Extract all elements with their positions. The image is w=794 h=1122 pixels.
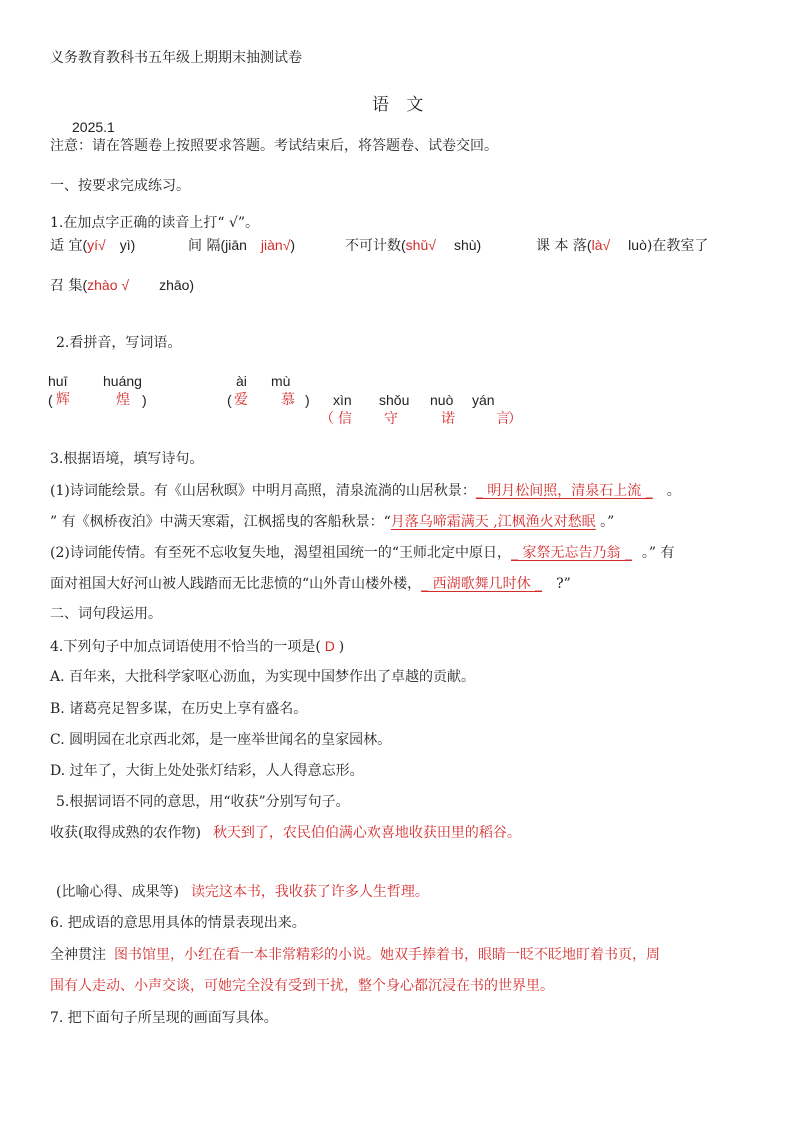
q5-answer-2: 读完这本书，我收获了许多人生哲理。: [190, 884, 429, 900]
q2-answer-char: 煌: [116, 392, 130, 408]
q2-pinyin: nuò: [430, 392, 454, 408]
q2-pinyin: huī: [48, 373, 68, 389]
q2-answer-char: 信: [338, 411, 352, 427]
q6-answer-line-2: 围有人走动、小声交谈，可她完全没有受到干扰，整个身心都沉浸在书的世界里。: [50, 978, 554, 994]
q2-answer-char: 言: [496, 411, 510, 427]
paren-close: ): [338, 639, 345, 655]
q1-correct-pinyin: jiàn√: [260, 237, 291, 253]
q3-text: 。: [666, 483, 681, 499]
q2-pinyin: shǒu: [379, 392, 410, 408]
q2-pinyin: ài: [236, 373, 247, 389]
paren-open: (: [401, 237, 406, 253]
q4-option-a: A. 百年来，大批科学家呕心沥血，为实现中国梦作出了卓越的贡献。: [50, 669, 476, 685]
paren-open: (: [586, 237, 592, 253]
q2-stem: 2.看拼音，写词语。: [56, 335, 182, 351]
paren-open: (: [220, 237, 226, 253]
paren-open: (: [82, 277, 88, 293]
q3-text: 。” 有: [641, 545, 675, 561]
q1-word: 间 隔: [188, 238, 221, 254]
paren-close-tail: )在教室了: [646, 238, 709, 254]
q1-other-pinyin: jiān: [225, 237, 247, 253]
q3-text: 。”: [595, 514, 615, 530]
q3-line-4: [50, 577, 571, 591]
q1-correct-pinyin: zhào √: [87, 277, 130, 293]
q3-text: 面对祖国大好河山被人践踏而无比悲愤的“山外青山楼外楼，: [50, 576, 422, 592]
paren-close: ）: [508, 411, 522, 427]
q3-line-1: [50, 484, 681, 498]
q1-item-3: [345, 238, 481, 253]
q1-stem: 1.在加点字正确的读音上打“ √”。: [50, 215, 260, 231]
paren-open: (: [227, 392, 232, 408]
section-1-heading: 一、按要求完成练习。: [50, 178, 190, 194]
paren-close: ): [189, 277, 195, 293]
q3-line-3: [50, 546, 675, 560]
q2-pinyin: mù: [271, 373, 291, 389]
q3-answer-blank: _ 西湖歌舞几时休 _: [421, 576, 543, 592]
q3-text: ” 有《枫桥夜泊》中满天寒霜，江枫摇曳的客船秋景：“: [50, 514, 391, 530]
q1-other-pinyin: yì: [119, 237, 131, 253]
paren-close: ): [130, 237, 136, 253]
paren-close: ): [142, 392, 147, 408]
paren-open: (: [48, 392, 53, 408]
q1-item-4: [536, 238, 708, 253]
q1-other-pinyin: luò: [628, 237, 647, 253]
q1-word: 课 本 落: [536, 238, 587, 254]
q2-answer-char: 慕: [281, 392, 295, 408]
q3-answer-blank: _ 明月松间照，清泉石上流 _: [475, 483, 653, 499]
q6-stem: 6. 把成语的意思用具体的情景表现出来。: [50, 915, 306, 931]
q5-stem: 5.根据词语不同的意思，用“收获”分别写句子。: [56, 794, 350, 810]
q5-meaning-2: [56, 885, 429, 899]
q1-other-pinyin: zhāo: [159, 277, 190, 293]
notice: 注意：请在答题卷上按照要求答题。考试结束后，将答题卷、试卷交回。: [50, 138, 498, 154]
q4-option-b: B. 诸葛亮足智多谋，在历史上享有盛名。: [50, 701, 308, 717]
q1-other-pinyin: shù: [453, 237, 477, 253]
q4-option-c: C. 圆明园在北京西北郊，是一座举世闻名的皇家园林。: [50, 732, 392, 748]
q1-item-1: [50, 238, 135, 253]
q2-answer-char: 守: [384, 411, 398, 427]
q2-pinyin: huáng: [103, 373, 142, 389]
q2-answer-char: 爱: [234, 392, 248, 408]
paren-close: ): [290, 237, 296, 253]
q3-line-2: [50, 515, 614, 529]
q1-correct-pinyin: shǔ√: [405, 237, 436, 253]
q2-pinyin: yán: [472, 392, 495, 408]
section-2-heading: 二、词句段运用。: [50, 606, 162, 622]
q4-option-d: D. 过年了，大街上处处张灯结彩，人人得意忘形。: [50, 763, 364, 779]
q5-meaning-1: [50, 826, 521, 840]
q1-item-2: [188, 238, 295, 253]
q3-text: ?”: [556, 576, 571, 592]
q6-answer: 图书馆里，小红在看一本非常精彩的小说。她双手捧着书，眼睛一眨不眨地盯着书页，周: [114, 947, 660, 963]
paren-open: (: [82, 237, 88, 253]
q1-correct-pinyin: là√: [591, 237, 611, 253]
q4-text: 4.下列句子中加点词语使用不恰当的一项是(: [50, 639, 321, 655]
q6-answer-line-1: [50, 948, 660, 962]
q5-meaning-label: (比喻心得、成果等): [56, 884, 179, 900]
exam-date: 2025.1: [72, 119, 115, 135]
q3-stem: 3.根据语境，填写诗句。: [50, 451, 204, 467]
q3-text: (1)诗词能绘景。有《山居秋暝》中明月高照，清泉流淌的山居秋景：: [50, 483, 476, 499]
q1-item-5: [50, 278, 194, 293]
q5-answer-1: 秋天到了，农民伯伯满心欢喜地收获田里的稻谷。: [212, 825, 521, 841]
paren-open: （: [320, 411, 334, 427]
q3-answer-blank: 月落乌啼霜满天 ,江枫渔火对愁眠: [390, 514, 596, 530]
paren-close: ): [476, 237, 482, 253]
q3-text: (2)诗词能传情。有至死不忘收复失地，渴望祖国统一的“王师北定中原日，: [50, 545, 511, 561]
q1-word: 适 宜: [50, 238, 83, 254]
q1-correct-pinyin: yí√: [87, 237, 106, 253]
q2-pinyin: xìn: [333, 392, 352, 408]
q3-answer-blank: _ 家祭无忘告乃翁 _: [511, 545, 632, 561]
q4-answer: D: [320, 638, 339, 654]
q5-meaning-label: 收获(取得成熟的农作物): [50, 825, 201, 841]
q2-answer-char: 诺: [441, 411, 455, 427]
page-title: 语 文: [372, 95, 430, 115]
q4-stem: [50, 639, 344, 654]
q6-idiom: 全神贯注: [50, 947, 106, 963]
q2-answer-char: 辉: [56, 392, 70, 408]
q7-stem: 7. 把下面句子所呈现的画面写具体。: [50, 1010, 278, 1026]
exam-header: 义务教育教科书五年级上期期末抽测试卷: [50, 50, 302, 66]
q1-word: 召 集: [50, 278, 83, 294]
paren-close: ): [305, 392, 310, 408]
q1-word: 不可计数: [345, 238, 401, 254]
